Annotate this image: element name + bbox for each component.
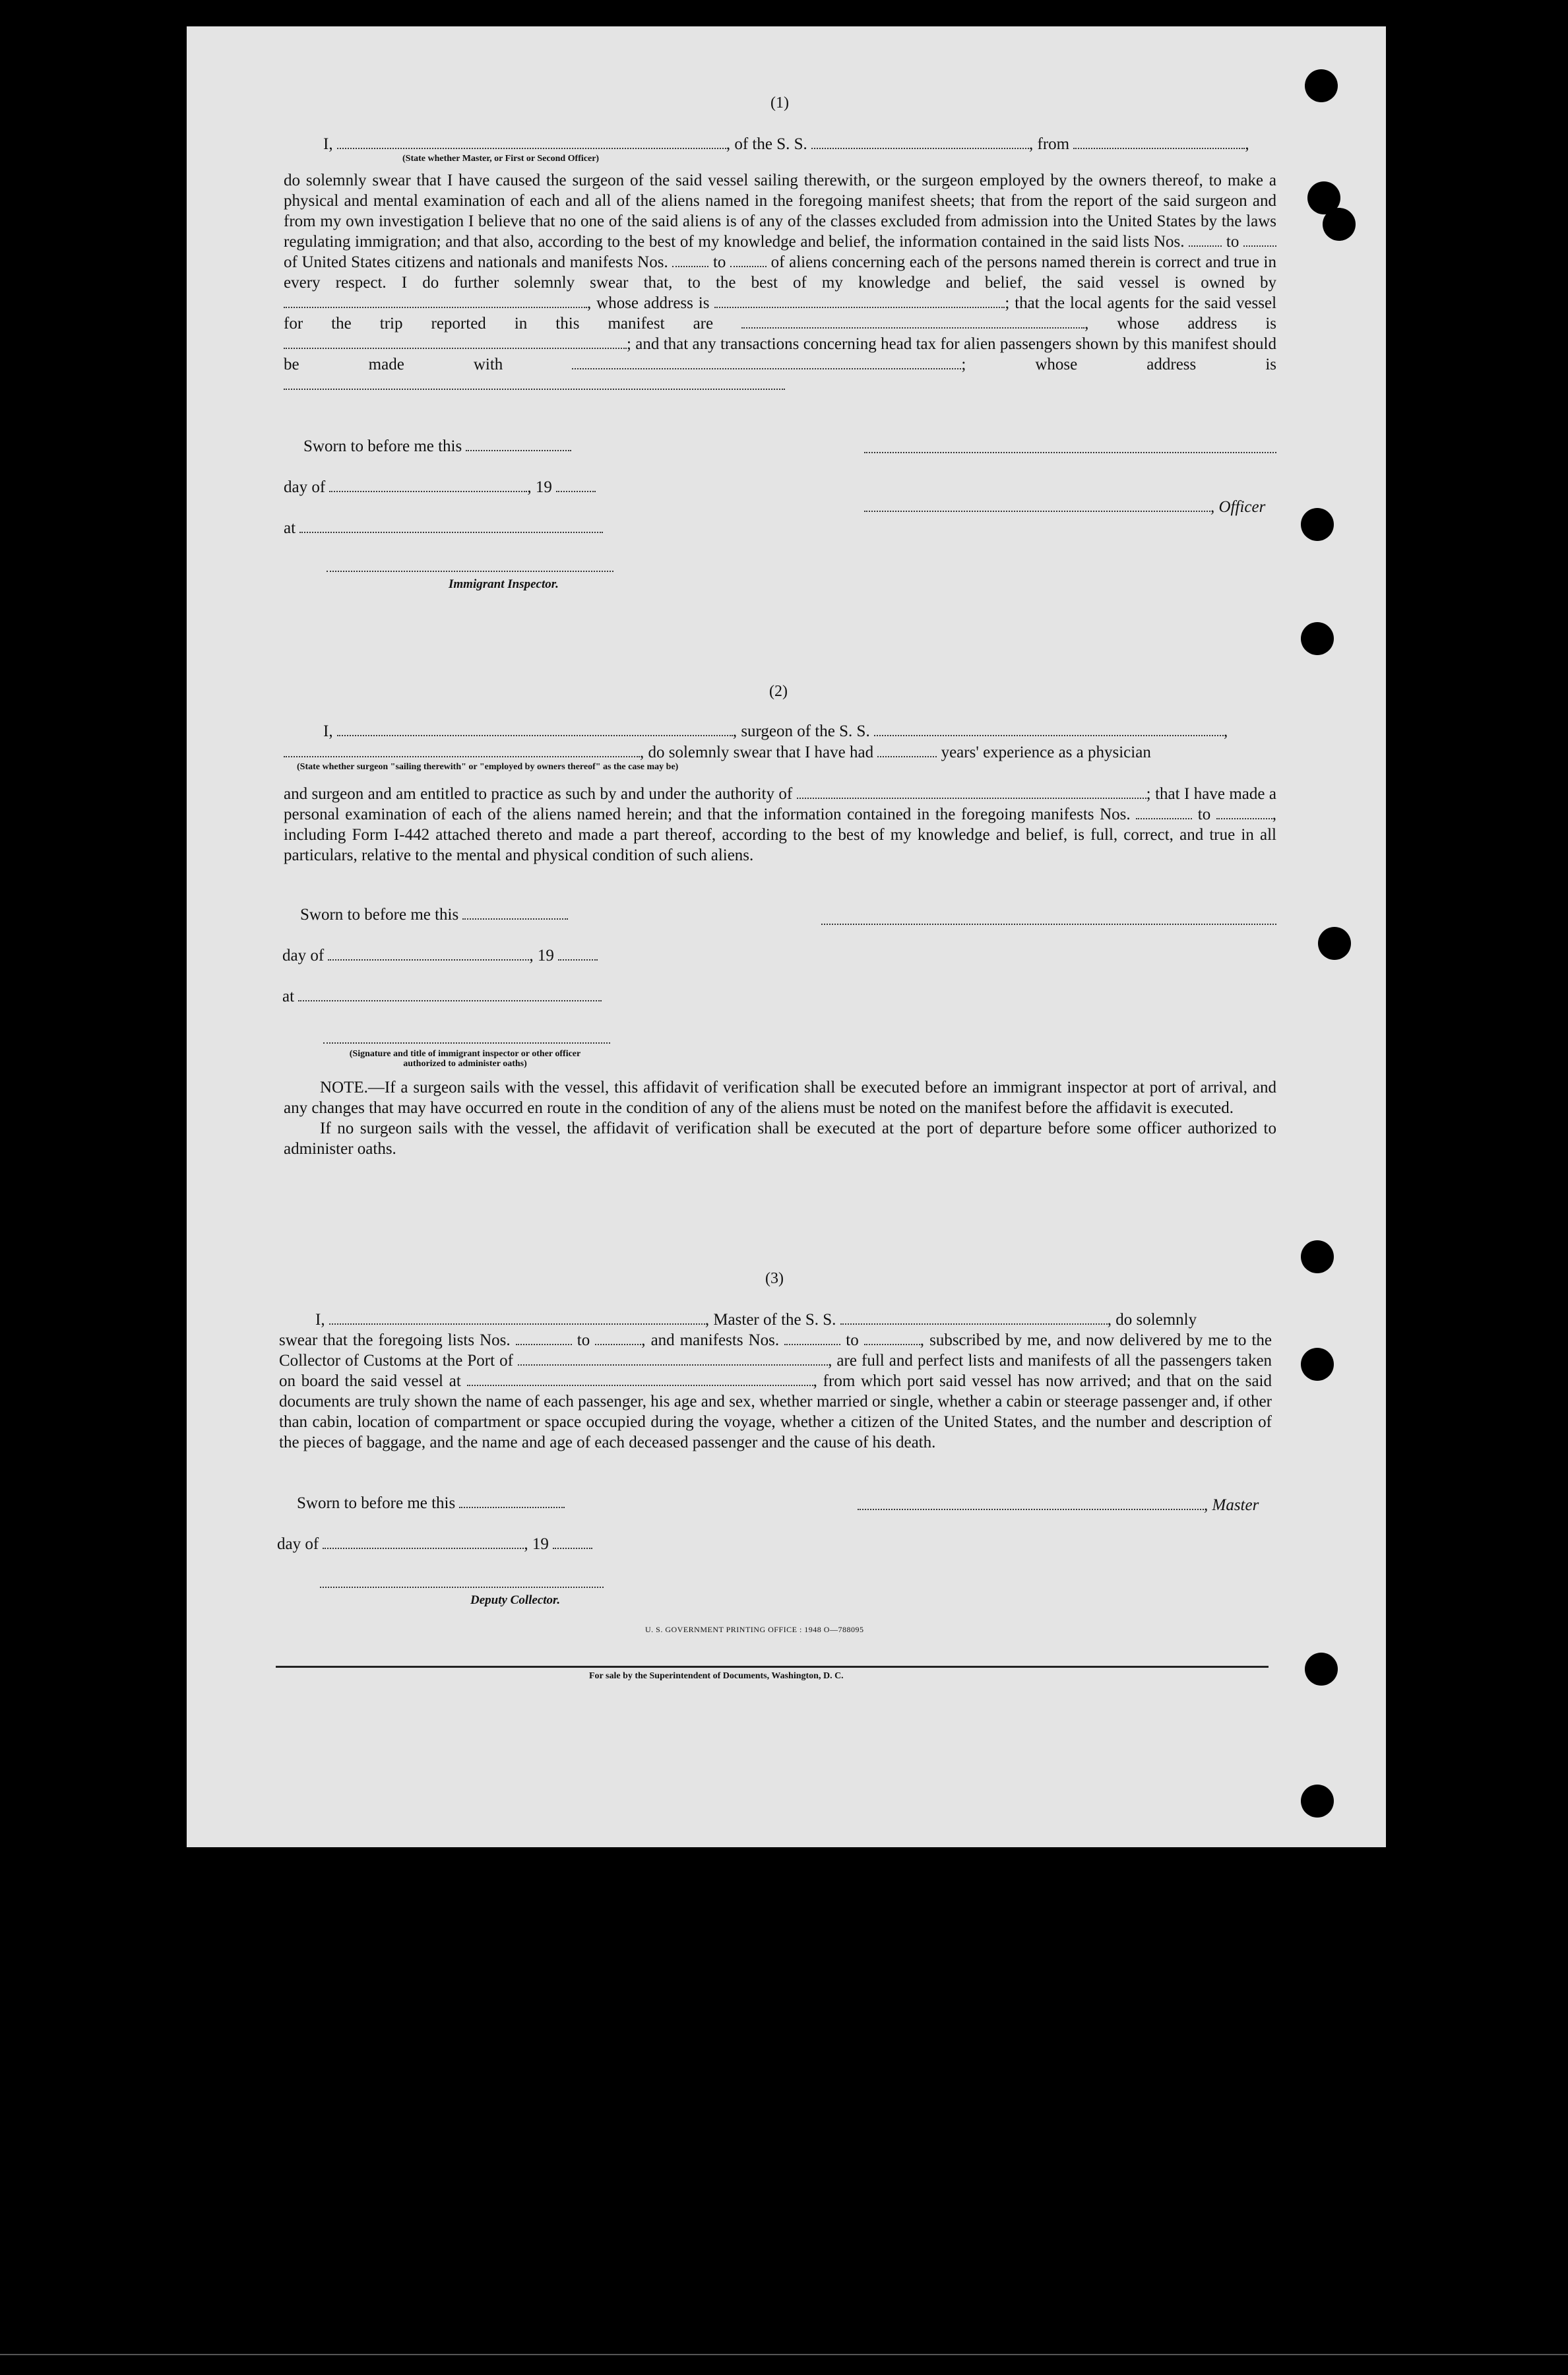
s2-surgeon-signature-line[interactable] — [821, 924, 1276, 925]
s2-manifests-to-field[interactable] — [1216, 817, 1272, 819]
s1-lists-to-field[interactable] — [1243, 245, 1276, 247]
section-3-number: (3) — [765, 1270, 784, 1287]
s2-surgeon-name-field[interactable] — [337, 734, 733, 736]
punch-hole — [1301, 508, 1334, 541]
s1-manifests-from-field[interactable] — [672, 265, 708, 267]
punch-hole — [1323, 208, 1356, 241]
s3-sworn-line: Sworn to before me this — [297, 1494, 565, 1513]
s1-head-tax-address-field[interactable] — [284, 388, 785, 390]
s2-sworn-line: Sworn to before me this — [300, 906, 568, 924]
s1-agents-address-field[interactable] — [284, 347, 627, 349]
s2-manifests-from-field[interactable] — [1136, 817, 1192, 819]
s3-master-signature-field[interactable] — [858, 1508, 1204, 1510]
s2-surgeon-caption: (State whether surgeon "sailing therewith" or "employed by owners thereof" as the case may be) — [297, 762, 679, 772]
s1-ship-name-field[interactable] — [811, 147, 1029, 149]
s1-year-field[interactable] — [556, 490, 596, 492]
s1-owner-address-field[interactable] — [714, 306, 1005, 308]
s1-owner-field[interactable] — [284, 306, 587, 308]
punch-hole — [1305, 69, 1338, 102]
s1-officer-line: , Officer — [864, 498, 1265, 517]
gpo-imprint: U. S. GOVERNMENT PRINTING OFFICE : 1948 O—788095 — [645, 1625, 864, 1634]
s3-master-line: , Master — [858, 1496, 1259, 1515]
s2-note2: If no surgeon sails with the vessel, the affidavit of verification shall be executed at the port of departure before some officer authorized to administer oaths. — [284, 1120, 1276, 1158]
section-1-number: (1) — [770, 94, 789, 111]
s2-years-field[interactable] — [877, 755, 937, 757]
s1-head-tax-party-field[interactable] — [572, 367, 961, 369]
s1-signature-line-top[interactable] — [864, 452, 1276, 453]
s3-port-field[interactable] — [518, 1364, 828, 1366]
s3-boarding-port-field[interactable] — [467, 1384, 813, 1386]
punch-hole — [1301, 1785, 1334, 1818]
s3-day-month-field[interactable] — [323, 1547, 524, 1549]
s3-manifests-from-field[interactable] — [784, 1343, 840, 1345]
s1-officer-signature-field[interactable] — [864, 510, 1210, 512]
s1-inspector-caption: Immigrant Inspector. — [449, 577, 559, 591]
s2-swear-line: , do solemnly swear that I have had years' experience as a physician — [284, 744, 1276, 762]
s3-sworn-date-field[interactable] — [459, 1506, 565, 1508]
section-2-number: (2) — [769, 683, 788, 700]
s2-day-month-field[interactable] — [328, 959, 529, 961]
s2-day-line: day of , 19 — [282, 947, 598, 965]
s1-sworn-line: Sworn to before me this — [303, 437, 571, 456]
s2-signature-caption: (Signature and title of immigrant inspector or other officer authorized to administer oaths) — [349, 1049, 581, 1069]
s1-lists-from-field[interactable] — [1189, 245, 1222, 247]
s1-agents-field[interactable] — [741, 327, 1084, 329]
s2-at-place-field[interactable] — [298, 999, 602, 1001]
s1-officer-name-field[interactable] — [337, 147, 726, 149]
footer-rule — [276, 1666, 1269, 1668]
s2-authority-field[interactable] — [797, 797, 1146, 799]
punch-hole — [1318, 927, 1351, 960]
punch-hole — [1301, 1348, 1334, 1381]
s3-lists-from-field[interactable] — [516, 1343, 572, 1345]
s1-at-line: at — [284, 519, 603, 538]
s1-day-line: day of , 19 — [284, 478, 596, 497]
s3-manifests-to-field[interactable] — [864, 1343, 920, 1345]
s1-sworn-date-field[interactable] — [466, 449, 571, 451]
s2-note: NOTE.—If a surgeon sails with the vessel, this affidavit of verification shall be executed before an immigrant inspector at port of arrival, and any changes that may have occurred en route in the condition of any of the aliens must be noted on the manifest before the affidavit is executed. If no surgeon sails with the vessel, the affidavit of verification shall be executed at the port of departure before some officer authorized to administer oaths. — [284, 1079, 1276, 1158]
scan-edge-line — [0, 2354, 1568, 2355]
punch-hole — [1301, 622, 1334, 655]
s3-ship-name-field[interactable] — [840, 1323, 1108, 1325]
s2-year-field[interactable] — [558, 959, 598, 961]
s3-lists-to-field[interactable] — [595, 1343, 641, 1345]
s3-master-name-field[interactable] — [329, 1323, 705, 1325]
punch-hole — [1301, 1240, 1334, 1273]
s3-day-line: day of , 19 — [277, 1535, 592, 1554]
s1-day-month-field[interactable] — [329, 490, 527, 492]
s2-note-label: NOTE. — [320, 1079, 368, 1096]
s1-at-place-field[interactable] — [299, 531, 603, 533]
s1-manifests-to-field[interactable] — [730, 265, 767, 267]
s3-collector-signature-line[interactable] — [320, 1587, 604, 1588]
s2-at-line: at — [282, 988, 602, 1006]
punch-hole — [1305, 1653, 1338, 1686]
for-sale-notice: For sale by the Superintendent of Documents, Washington, D. C. — [589, 1671, 844, 1681]
s2-sworn-date-field[interactable] — [462, 918, 568, 920]
s2-surgeon-type-field[interactable] — [284, 755, 640, 757]
s2-body: and surgeon and am entitled to practice as such by and under the authority of ; that I have made a personal examination of each of the aliens named herein; and that the information contained in the foregoing manifests Nos. to , including Form I-442 attached thereto and made a part thereof, according to the best of my knowledge and belief, is full, correct, and true in all particulars, relative to the mental and physical condition of such aliens. — [284, 785, 1277, 864]
s1-inspector-signature-line[interactable] — [327, 571, 613, 572]
s3-year-field[interactable] — [553, 1547, 592, 1549]
s1-officer-caption: (State whether Master, or First or Second Officer) — [402, 154, 600, 164]
s1-body: do solemnly swear that I have caused the surgeon of the said vessel sailing therewith, or the surgeon employed by the owners thereof, to make a physical and mental examination of each and all of the aliens named in the foregoing manifest sheets; that from the report of the said surgeon and from my own investigation I believe that no one of the said aliens is of any of the classes excluded from admission into the United States by the laws regulating immigration; and that also, according to the best of my knowledge and belief, the information contained in the said lists Nos. to of United States citizens and nationals and manifests Nos. to of aliens concerning each of the persons named therein is correct and true in every respect. I do further solemnly swear that, to the best of my knowledge and belief, the said vessel is owned by , whose address is ; that the local agents for the said vessel for the trip reported in this manifest are , whose address is ; and that any transactions concerning head tax for alien passengers shown by this manifest should be made with ; whose address is — [284, 170, 1276, 395]
s1-opening-line: I, , of the S. S. , from , — [323, 135, 1249, 153]
s1-from-port-field[interactable] — [1073, 147, 1245, 149]
s2-opening-line: I, , surgeon of the S. S. , — [323, 722, 1228, 740]
s3-body: I, , Master of the S. S. , do solemnly swear that the foregoing lists Nos. to , and manifests Nos. to , subscribed by me, and now delivered by me to the Collector of Customs at the Port of , are full and perfect lists and manifests of all the passengers taken on board the said vessel at , from which port said vessel has now arrived; and that on the said documents are truly shown the name of each passenger, his age and sex, whether married or single, whether a cabin or steerage passenger and, if other than cabin, location of compartment or space occupied during the voyage, whether a citizen of the United States, and the number and description of the pieces of baggage, and the name and age of each deceased passenger and the cause of his death. — [279, 1311, 1272, 1451]
s2-ship-name-field[interactable] — [874, 734, 1224, 736]
s2-inspector-signature-line[interactable] — [323, 1042, 610, 1044]
s3-deputy-caption: Deputy Collector. — [470, 1593, 561, 1607]
